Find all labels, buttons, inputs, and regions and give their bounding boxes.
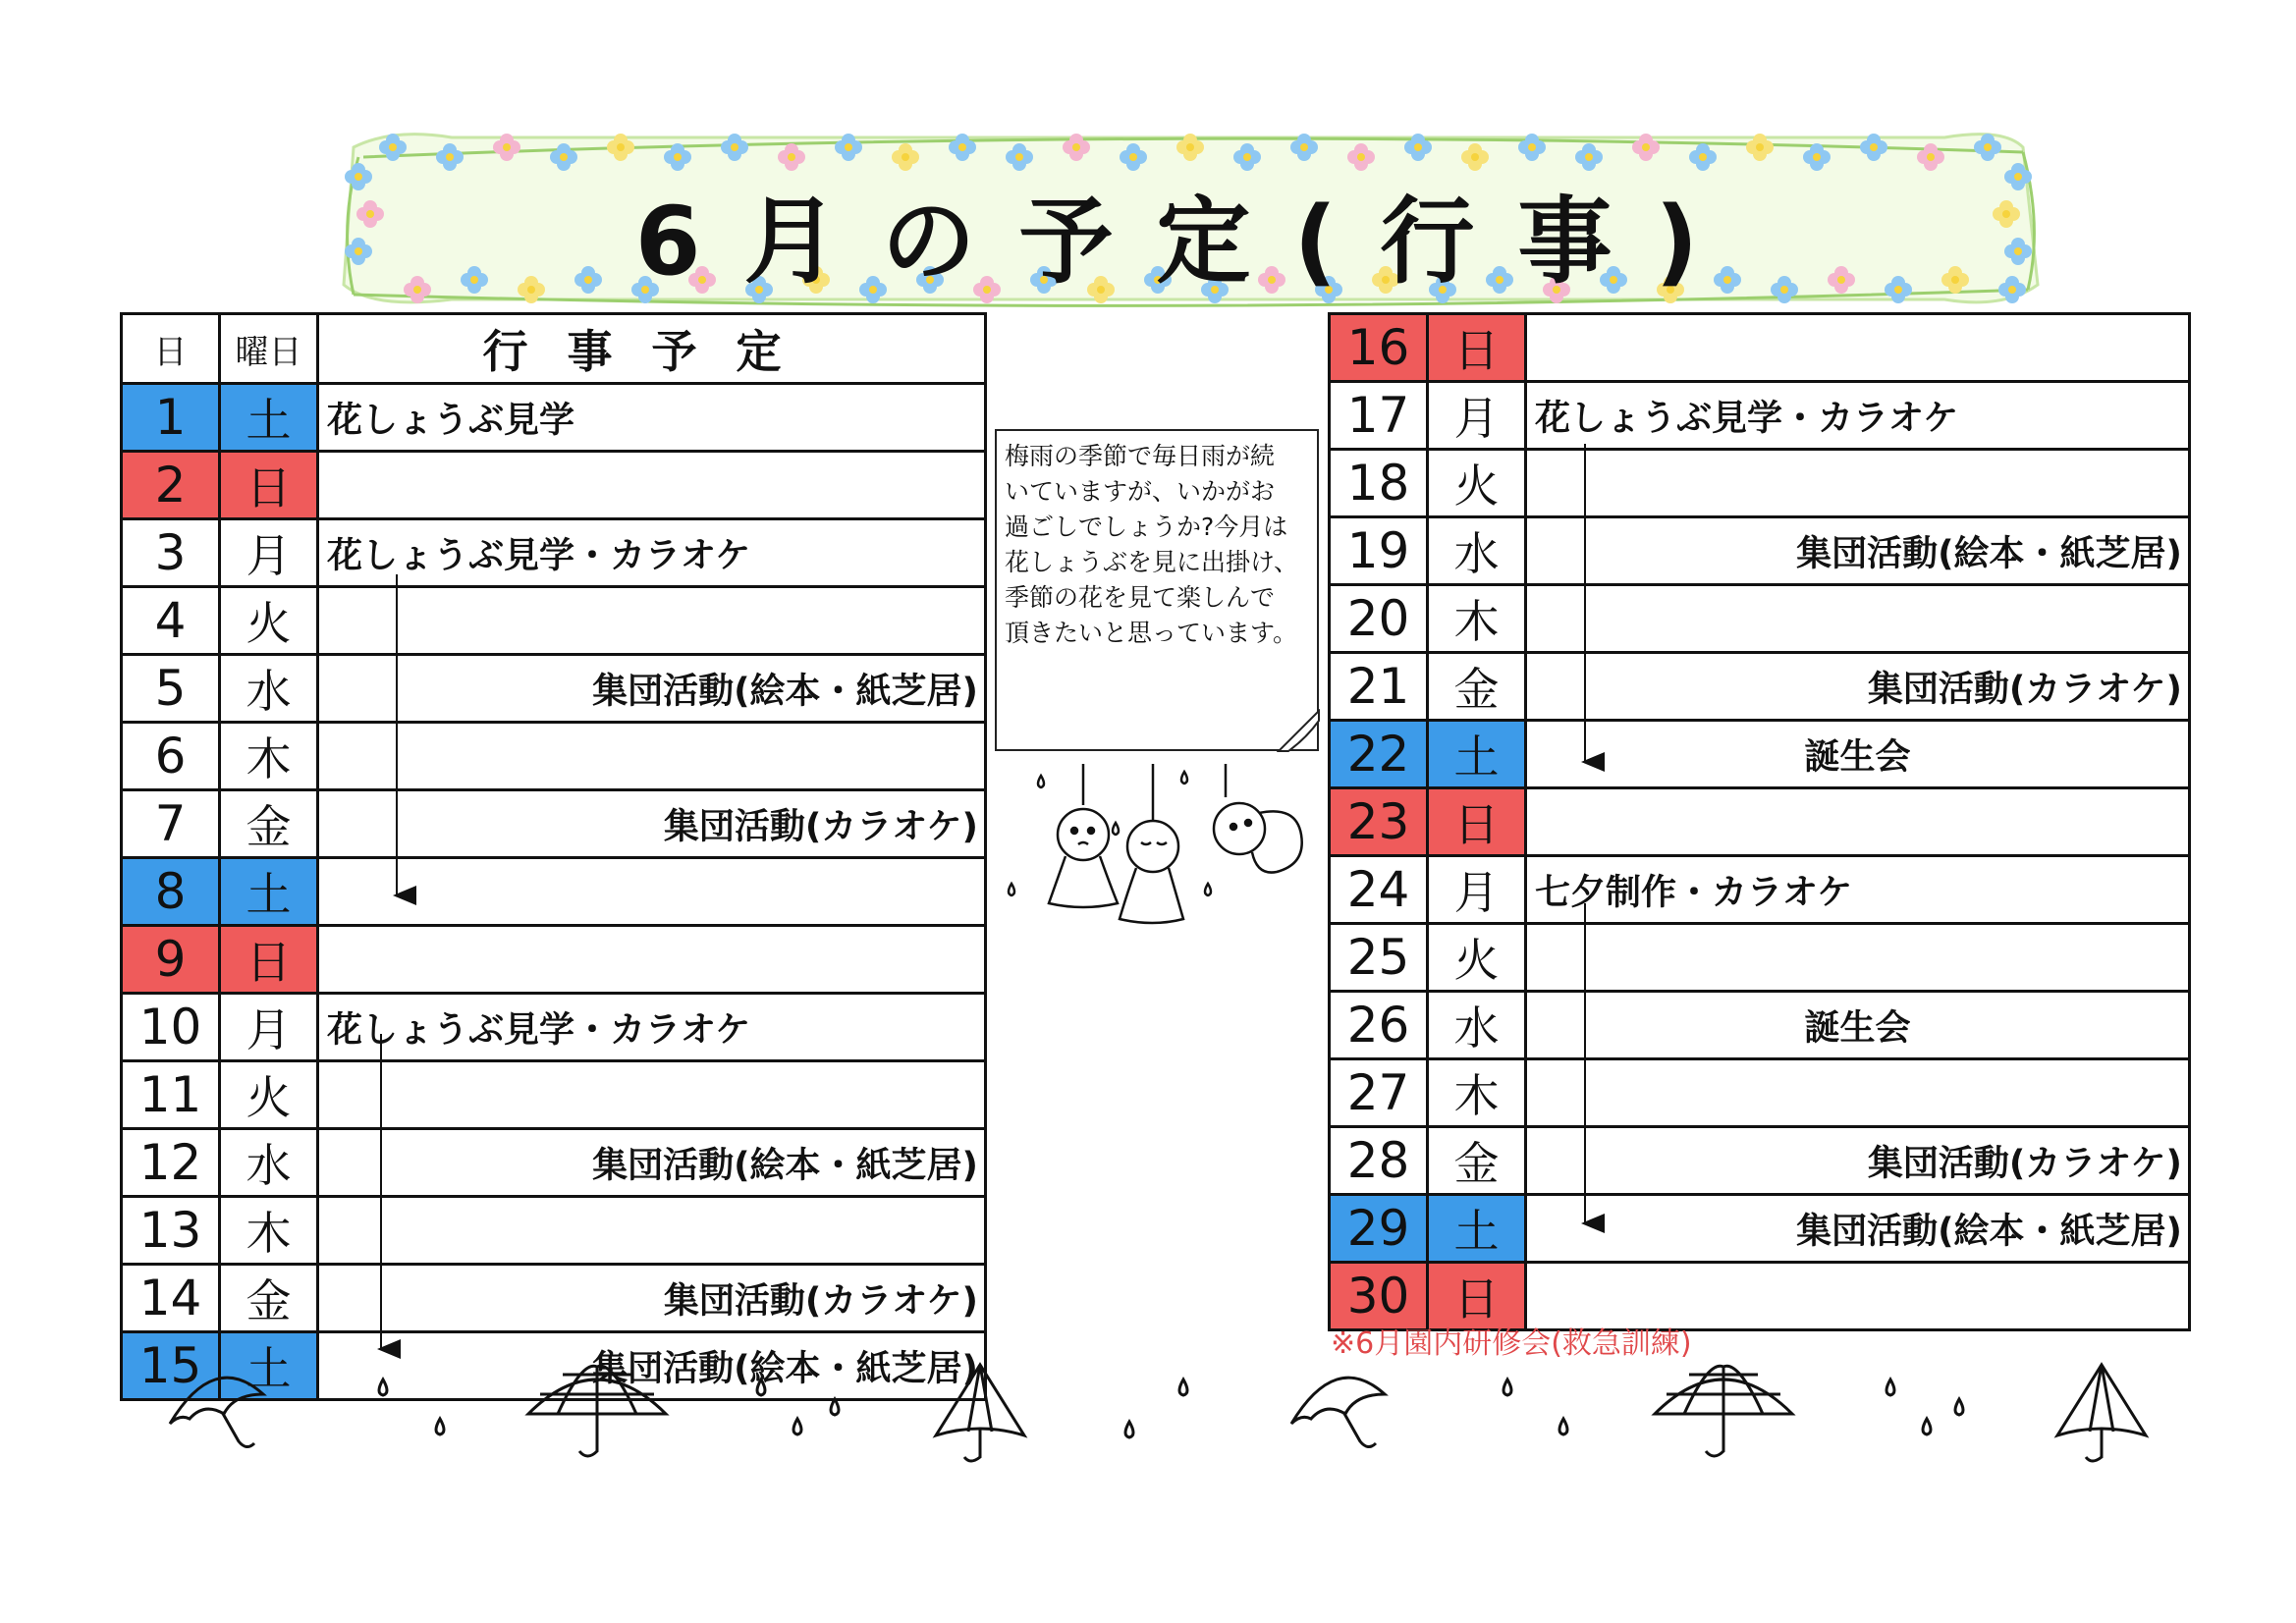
day-cell: 16 — [1330, 314, 1428, 382]
event-label: 花しょうぶ見学・カラオケ — [1535, 398, 1959, 439]
weekday-cell: 火 — [220, 587, 318, 655]
weekday-cell: 木 — [1428, 585, 1526, 653]
day-cell: 1 — [122, 384, 220, 452]
day-cell: 8 — [122, 858, 220, 926]
weekday-cell: 日 — [220, 452, 318, 519]
day-cell: 11 — [122, 1061, 220, 1129]
day-cell: 28 — [1330, 1127, 1428, 1195]
weekday-cell: 火 — [1428, 450, 1526, 517]
weekday-cell: 木 — [220, 723, 318, 790]
event-label: 集団活動(絵本・紙芝居) — [1796, 533, 2182, 574]
weekday-cell: 日 — [1428, 1263, 1526, 1330]
header-weekday: 曜日 — [220, 314, 318, 384]
event-label: 七夕制作・カラオケ — [1535, 872, 1853, 913]
weekday-cell: 月 — [1428, 856, 1526, 924]
weekday-cell: 水 — [220, 1129, 318, 1197]
raindrop-icon — [1559, 1419, 1567, 1434]
weekday-cell: 火 — [220, 1061, 318, 1129]
day-cell: 19 — [1330, 517, 1428, 585]
day-cell: 20 — [1330, 585, 1428, 653]
raindrop-icon — [1955, 1399, 1963, 1415]
weekday-cell: 金 — [220, 790, 318, 858]
weekday-cell: 金 — [1428, 653, 1526, 721]
raindrop-icon — [1923, 1419, 1931, 1434]
raindrop-icon — [379, 1380, 387, 1395]
raindrop-icon — [757, 1380, 765, 1395]
day-cell: 23 — [1330, 788, 1428, 856]
header-day: 日 — [122, 314, 220, 384]
message-line: 頂きたいと思っています。 — [1005, 619, 1298, 647]
day-cell: 3 — [122, 519, 220, 587]
day-cell: 6 — [122, 723, 220, 790]
event-label: 集団活動(カラオケ) — [663, 1280, 978, 1322]
event-label: 集団活動(絵本・紙芝居) — [592, 1348, 978, 1389]
umbrella-icon — [1291, 1378, 1385, 1424]
page-title: 6月の予定(行事) — [634, 187, 1742, 297]
weekday-cell: 土 — [220, 1332, 318, 1400]
day-cell: 26 — [1330, 992, 1428, 1059]
weekday-cell: 日 — [220, 926, 318, 994]
training-note: ※6月園内研修会(救急訓練) — [1331, 1326, 1692, 1361]
event-label: 集団活動(絵本・紙芝居) — [1796, 1211, 2182, 1252]
weekday-cell: 月 — [220, 994, 318, 1061]
weekday-cell: 金 — [220, 1265, 318, 1332]
raindrop-icon — [831, 1399, 839, 1415]
weekday-cell: 月 — [1428, 382, 1526, 450]
weekday-cell: 日 — [1428, 788, 1526, 856]
day-cell: 13 — [122, 1197, 220, 1265]
event-label: 集団活動(絵本・紙芝居) — [592, 671, 978, 712]
event-label: 花しょうぶ見学・カラオケ — [327, 535, 751, 576]
day-cell: 24 — [1330, 856, 1428, 924]
event-label: 花しょうぶ見学 — [327, 400, 575, 441]
raindrop-icon — [1179, 1380, 1187, 1395]
umbrella-icon — [170, 1378, 263, 1424]
raindrop-icon — [1125, 1422, 1133, 1437]
raindrop-icon — [436, 1419, 444, 1434]
weekday-cell: 水 — [220, 655, 318, 723]
event-label: 集団活動(カラオケ) — [1867, 669, 2182, 710]
day-cell: 17 — [1330, 382, 1428, 450]
day-cell: 25 — [1330, 924, 1428, 992]
day-cell: 4 — [122, 587, 220, 655]
day-cell: 15 — [122, 1332, 220, 1400]
teru-teru-bozu-icon — [1049, 764, 1302, 923]
day-cell: 30 — [1330, 1263, 1428, 1330]
raindrop-icon — [1503, 1380, 1511, 1395]
day-cell: 21 — [1330, 653, 1428, 721]
weekday-cell: 金 — [1428, 1127, 1526, 1195]
weekday-cell: 日 — [1428, 314, 1526, 382]
weekday-cell: 土 — [220, 384, 318, 452]
day-cell: 9 — [122, 926, 220, 994]
day-cell: 22 — [1330, 721, 1428, 788]
weekday-cell: 火 — [1428, 924, 1526, 992]
weekday-cell: 土 — [1428, 1195, 1526, 1263]
message-line: 過ごしでしょうか?今月は — [1005, 513, 1288, 541]
event-label: 集団活動(カラオケ) — [1867, 1143, 2182, 1184]
weekday-cell: 土 — [220, 858, 318, 926]
weekday-cell: 水 — [1428, 517, 1526, 585]
message-line: 季節の花を見て楽しんで — [1005, 583, 1276, 612]
message-line: 梅雨の季節で毎日雨が続 — [1005, 442, 1276, 470]
umbrella-icon — [2057, 1365, 2146, 1435]
event-label: 集団活動(カラオケ) — [663, 806, 978, 847]
weekday-cell: 水 — [1428, 992, 1526, 1059]
header-events: 行事予定 — [318, 314, 986, 384]
day-cell: 7 — [122, 790, 220, 858]
event-label: 集団活動(絵本・紙芝居) — [592, 1145, 978, 1186]
day-cell: 5 — [122, 655, 220, 723]
day-cell: 27 — [1330, 1059, 1428, 1127]
event-label: 誕生会 — [1804, 1007, 1911, 1049]
day-cell: 14 — [122, 1265, 220, 1332]
umbrella-icon — [936, 1365, 1024, 1435]
raindrop-icon — [793, 1419, 801, 1434]
raindrop-icon — [1886, 1380, 1894, 1395]
event-label: 誕生会 — [1804, 736, 1911, 778]
day-cell: 10 — [122, 994, 220, 1061]
weekday-cell: 土 — [1428, 721, 1526, 788]
message-line: 花しょうぶを見に出掛け、 — [1005, 548, 1299, 576]
message-line: いていますが、いかがお — [1005, 477, 1276, 506]
weekday-cell: 木 — [220, 1197, 318, 1265]
day-cell: 29 — [1330, 1195, 1428, 1263]
day-cell: 12 — [122, 1129, 220, 1197]
weekday-cell: 木 — [1428, 1059, 1526, 1127]
event-label: 花しょうぶ見学・カラオケ — [327, 1009, 751, 1051]
day-cell: 18 — [1330, 450, 1428, 517]
day-cell: 2 — [122, 452, 220, 519]
weekday-cell: 月 — [220, 519, 318, 587]
